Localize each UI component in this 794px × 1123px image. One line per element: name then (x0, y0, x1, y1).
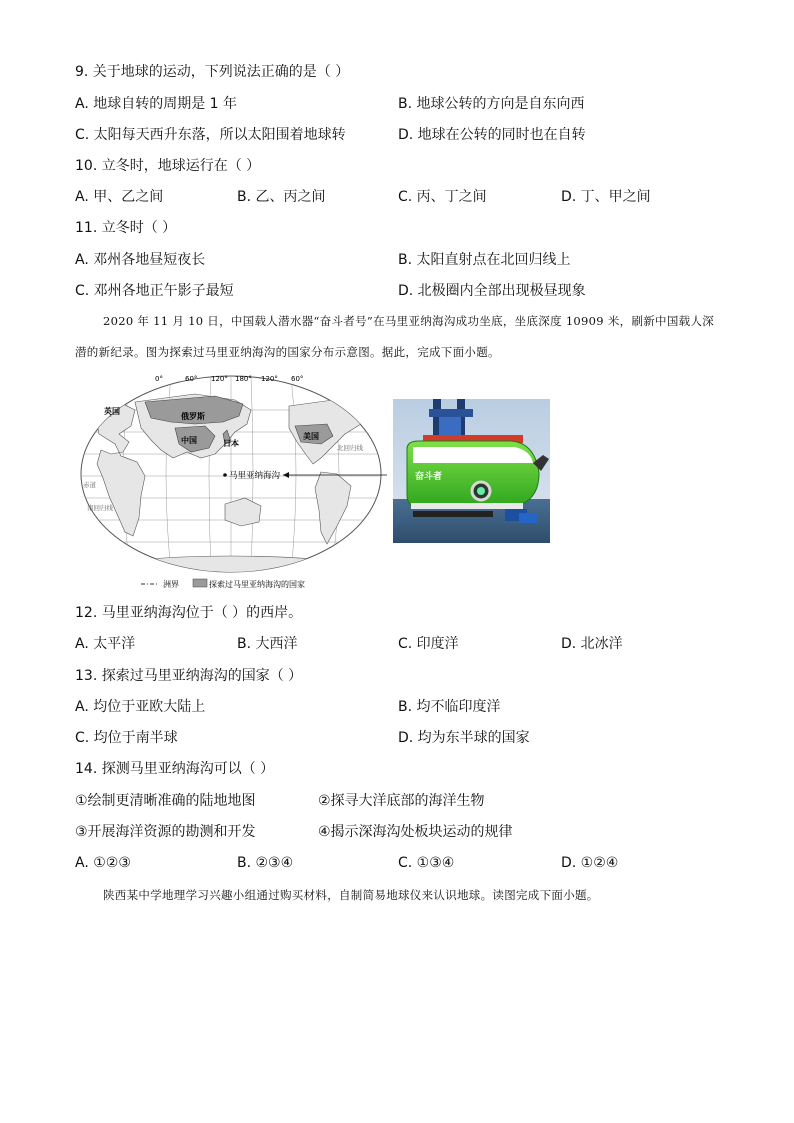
label-usa: 美国 (303, 432, 319, 441)
lon-label: 60° (185, 375, 198, 383)
lon-label: 0° (155, 375, 163, 383)
submersible-name: 奋斗者 (415, 472, 443, 482)
q9-option-a[interactable]: A. 地球自转的周期是 1 年 (75, 96, 238, 112)
q11-stem: 11. 立冬时（ ） (75, 220, 177, 236)
label-tropic-capricorn: 南回归线 (87, 504, 113, 512)
lon-label: 120° (261, 375, 278, 383)
q14-option-d[interactable]: D. ①②④ (561, 855, 619, 871)
q12-option-d[interactable]: D. 北冰洋 (561, 636, 623, 652)
trench-marker (223, 473, 227, 477)
legend-boundary-label: 洲界 (163, 580, 179, 589)
q14-option-b[interactable]: B. ②③④ (237, 855, 294, 871)
q12-option-a[interactable]: A. 太平洋 (75, 636, 136, 652)
legend-explored-label: 探索过马里亚纳海沟的国家 (209, 580, 305, 589)
label-china: 中国 (181, 436, 197, 445)
label-tropic-cancer: 北回归线 (337, 444, 363, 452)
q9-option-d[interactable]: D. 地球在公转的同时也在自转 (398, 127, 586, 143)
q11-option-c[interactable]: C. 邓州各地正午影子最短 (75, 283, 234, 299)
intro-paragraph-trench: 2020 年 11 月 10 日，中国载人潜水器“奋斗者号”在马里亚纳海沟成功坐底，坐底深度 10909 米，刷新中国载人深潜的新纪录。图为探索过马里亚纳海沟的国家分布示意图。据此，完成下面小题。 (75, 314, 715, 359)
lon-label: 60° (291, 375, 304, 383)
lon-label: 120° (211, 375, 228, 383)
q10-option-c[interactable]: C. 丙、丁之间 (398, 189, 487, 205)
q13-option-b[interactable]: B. 均不临印度洋 (398, 699, 501, 715)
q10-stem: 10. 立冬时，地球运行在（ ） (75, 158, 261, 174)
q11-option-b[interactable]: B. 太阳直射点在北回归线上 (398, 252, 571, 268)
q11-option-a[interactable]: A. 邓州各地昼短夜长 (75, 252, 206, 268)
q9-option-b[interactable]: B. 地球公转的方向是自东向西 (398, 96, 585, 112)
submersible-photo (393, 399, 550, 543)
q10-option-a[interactable]: A. 甲、乙之间 (75, 189, 164, 205)
q12-option-c[interactable]: C. 印度洋 (398, 636, 459, 652)
label-trench: 马里亚纳海沟 (229, 471, 281, 481)
label-uk: 英国 (104, 407, 120, 416)
q12-stem: 12. 马里亚纳海沟位于（ ）的西岸。 (75, 605, 303, 621)
intro-paragraph-globe: 陕西某中学地理学习兴趣小组通过购买材料，自制简易地球仪来认识地球。读图完成下面小题。 (103, 888, 599, 902)
q10-option-b[interactable]: B. 乙、丙之间 (237, 189, 326, 205)
q14-statement-2: ②探寻大洋底部的海洋生物 (318, 793, 485, 809)
q9-stem: 9. 关于地球的运动，下列说法正确的是（ ） (75, 64, 350, 80)
q14-statement-4: ④揭示深海沟处板块运动的规律 (318, 824, 513, 840)
label-equator: 赤道 (83, 481, 96, 489)
world-map-figure (75, 372, 387, 592)
q14-option-c[interactable]: C. ①③④ (398, 855, 455, 871)
q14-statement-1: ①绘制更清晰准确的陆地地图 (75, 793, 256, 809)
q11-option-d[interactable]: D. 北极圈内全部出现极昼现象 (398, 283, 586, 299)
q13-option-d[interactable]: D. 均为东半球的国家 (398, 730, 530, 746)
label-russia: 俄罗斯 (181, 412, 205, 421)
q9-option-c[interactable]: C. 太阳每天西升东落，所以太阳围着地球转 (75, 127, 346, 143)
label-japan: 日本 (223, 439, 239, 448)
q10-option-d[interactable]: D. 丁、甲之间 (561, 189, 651, 205)
q13-option-a[interactable]: A. 均位于亚欧大陆上 (75, 699, 206, 715)
map-legend (141, 579, 305, 589)
q14-stem: 14. 探测马里亚纳海沟可以（ ） (75, 761, 275, 777)
q14-statement-3: ③开展海洋资源的勘测和开发 (75, 824, 256, 840)
q13-option-c[interactable]: C. 均位于南半球 (75, 730, 178, 746)
q14-option-a[interactable]: A. ①②③ (75, 855, 131, 871)
q12-option-b[interactable]: B. 大西洋 (237, 636, 298, 652)
lon-label: 180° (235, 375, 252, 383)
q13-stem: 13. 探索过马里亚纳海沟的国家（ ） (75, 668, 303, 684)
